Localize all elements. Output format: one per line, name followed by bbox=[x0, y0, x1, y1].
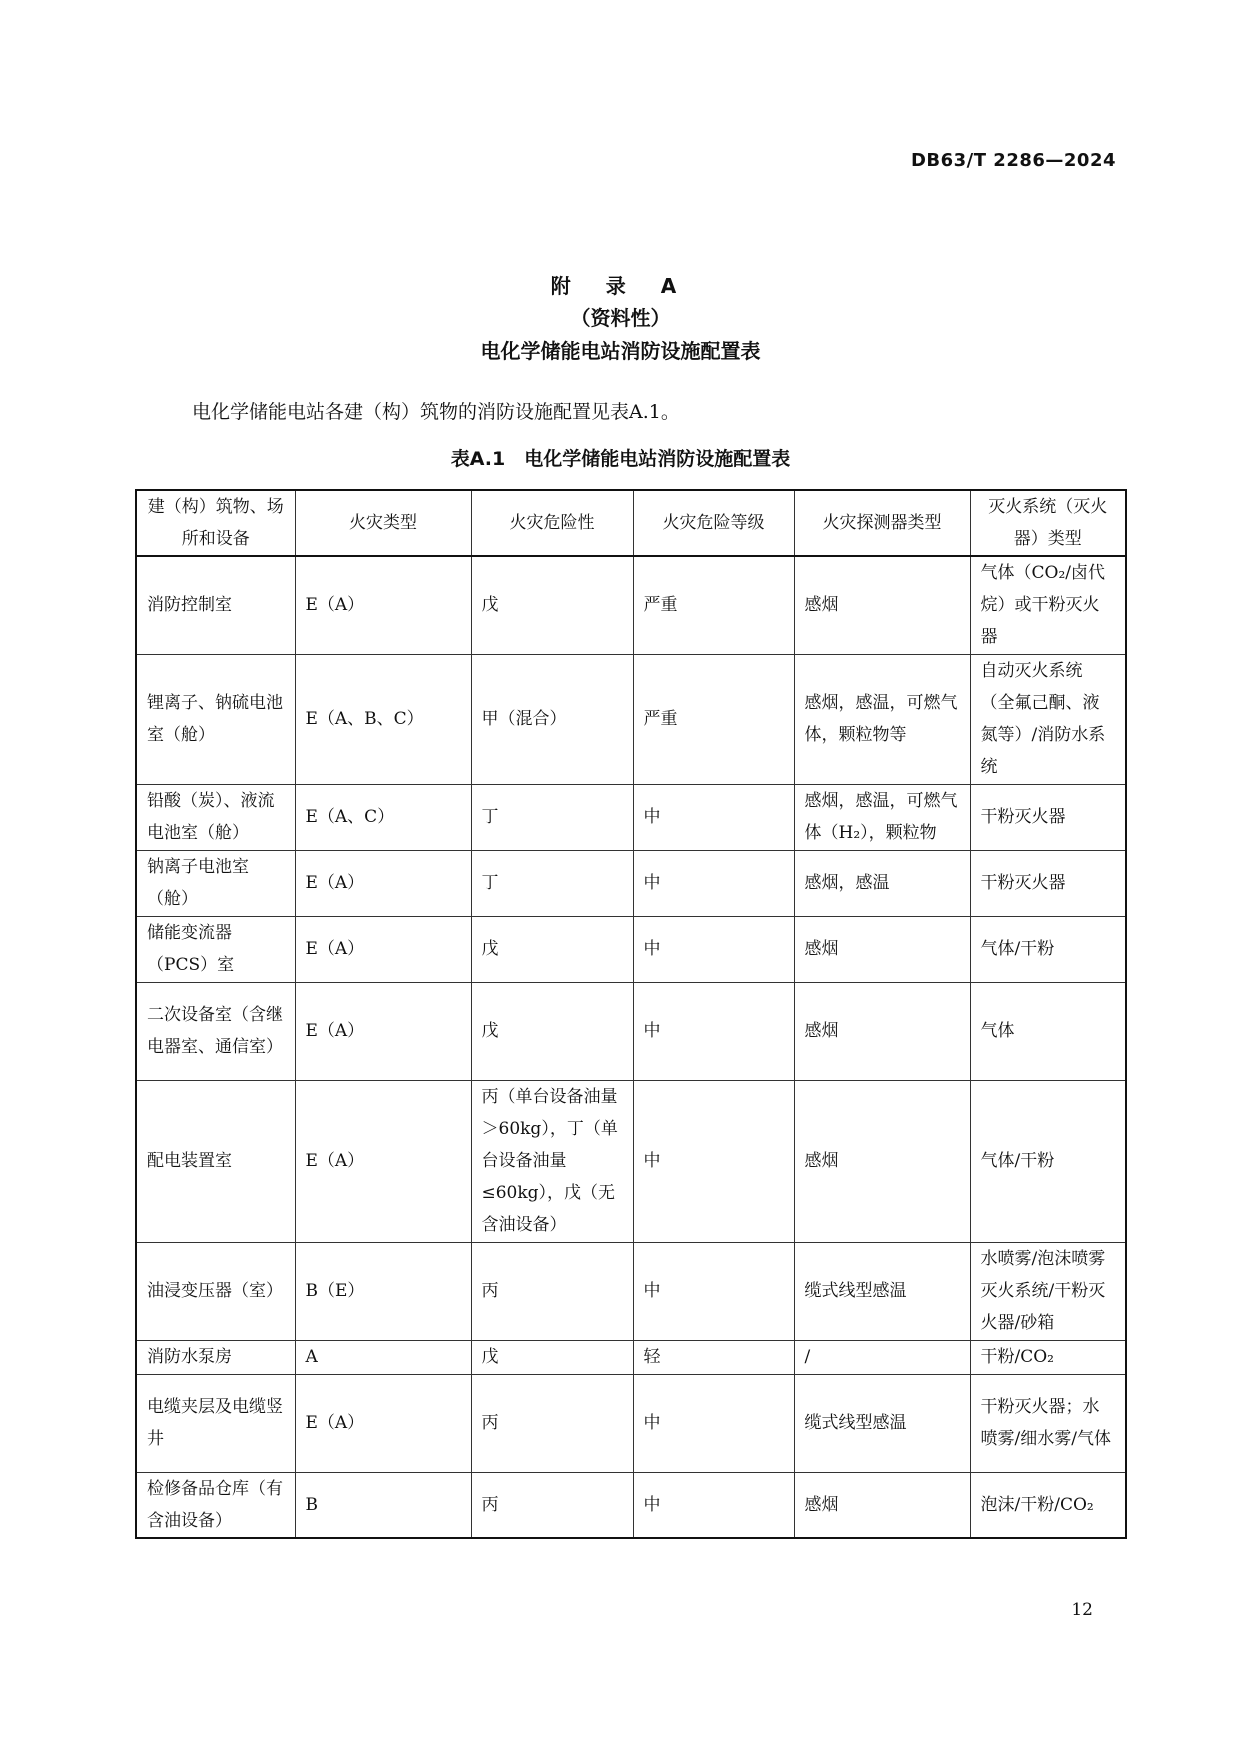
cell-system: 水喷雾/泡沫喷雾灭火系统/干粉灭火器/砂箱 bbox=[970, 1242, 1126, 1340]
fire-facility-table bbox=[135, 489, 1127, 1539]
cell-hazard: 甲（混合） bbox=[471, 654, 633, 784]
cell-place: 消防水泵房 bbox=[136, 1340, 295, 1374]
cell-fire-type: E（A、C） bbox=[295, 784, 471, 850]
cell-level: 中 bbox=[633, 1374, 794, 1472]
cell-system: 泡沫/干粉/CO₂ bbox=[970, 1472, 1126, 1538]
table-row bbox=[136, 1242, 1126, 1340]
cell-detector: 缆式线型感温 bbox=[794, 1242, 970, 1340]
cell-hazard: 戊 bbox=[471, 982, 633, 1080]
cell-level: 中 bbox=[633, 850, 794, 916]
table-row bbox=[136, 784, 1126, 850]
cell-place: 二次设备室（含继电器室、通信室） bbox=[136, 982, 295, 1080]
cell-fire-type: E（A） bbox=[295, 1374, 471, 1472]
table-row bbox=[136, 1472, 1126, 1538]
cell-place: 检修备品仓库（有含油设备） bbox=[136, 1472, 295, 1538]
cell-place: 钠离子电池室（舱） bbox=[136, 850, 295, 916]
table-row bbox=[136, 1080, 1126, 1242]
cell-detector: 感烟 bbox=[794, 916, 970, 982]
cell-level: 中 bbox=[633, 982, 794, 1080]
cell-fire-type: E（A） bbox=[295, 556, 471, 654]
cell-hazard: 丁 bbox=[471, 850, 633, 916]
cell-hazard: 戊 bbox=[471, 1340, 633, 1374]
cell-detector: 感烟，感温，可燃气体，颗粒物等 bbox=[794, 654, 970, 784]
table-row bbox=[136, 654, 1126, 784]
cell-system: 气体 bbox=[970, 982, 1126, 1080]
column-header-system: 灭火系统（灭火器）类型 bbox=[970, 490, 1126, 556]
cell-system: 气体/干粉 bbox=[970, 916, 1126, 982]
cell-hazard: 丙 bbox=[471, 1242, 633, 1340]
cell-system: 干粉/CO₂ bbox=[970, 1340, 1126, 1374]
cell-place: 油浸变压器（室） bbox=[136, 1242, 295, 1340]
column-header-place: 建（构）筑物、场所和设备 bbox=[136, 490, 295, 556]
cell-system: 干粉灭火器 bbox=[970, 784, 1126, 850]
appendix-nature: （资料性） bbox=[570, 306, 671, 330]
cell-detector: 感烟 bbox=[794, 982, 970, 1080]
cell-detector: 感烟，感温，可燃气体（H₂），颗粒物 bbox=[794, 784, 970, 850]
cell-hazard: 丙（单台设备油量＞60kg），丁（单台设备油量≤60kg），戊（无含油设备） bbox=[471, 1080, 633, 1242]
cell-place: 储能变流器（PCS）室 bbox=[136, 916, 295, 982]
cell-detector: 感烟，感温 bbox=[794, 850, 970, 916]
cell-level: 中 bbox=[633, 784, 794, 850]
intro-paragraph: 电化学储能电站各建（构）筑物的消防设施配置见表A.1。 bbox=[192, 401, 680, 423]
table-header-row bbox=[136, 490, 1126, 556]
cell-hazard: 戊 bbox=[471, 916, 633, 982]
standard-code: DB63/T 2286—2024 bbox=[910, 150, 1116, 171]
page-number: 12 bbox=[1071, 1600, 1093, 1620]
column-header-level: 火灾危险等级 bbox=[633, 490, 794, 556]
cell-fire-type: B（E） bbox=[295, 1242, 471, 1340]
cell-level: 中 bbox=[633, 1242, 794, 1340]
table-caption: 表A.1 电化学储能电站消防设施配置表 bbox=[450, 448, 791, 470]
table-row bbox=[136, 916, 1126, 982]
appendix-name: 电化学储能电站消防设施配置表 bbox=[480, 339, 761, 363]
cell-detector: 缆式线型感温 bbox=[794, 1374, 970, 1472]
cell-system: 气体（CO₂/卤代烷）或干粉灭火器 bbox=[970, 556, 1126, 654]
cell-fire-type: E（A） bbox=[295, 1080, 471, 1242]
cell-system: 气体/干粉 bbox=[970, 1080, 1126, 1242]
cell-place: 锂离子、钠硫电池室（舱） bbox=[136, 654, 295, 784]
cell-hazard: 丙 bbox=[471, 1472, 633, 1538]
cell-level: 中 bbox=[633, 1080, 794, 1242]
cell-detector: 感烟 bbox=[794, 1080, 970, 1242]
cell-level: 中 bbox=[633, 916, 794, 982]
cell-place: 消防控制室 bbox=[136, 556, 295, 654]
cell-place: 铅酸（炭）、液流电池室（舱） bbox=[136, 784, 295, 850]
appendix-title: 附 录 A bbox=[550, 274, 691, 298]
column-header-hazard: 火灾危险性 bbox=[471, 490, 633, 556]
table-row bbox=[136, 1374, 1126, 1472]
cell-level: 中 bbox=[633, 1472, 794, 1538]
cell-place: 配电装置室 bbox=[136, 1080, 295, 1242]
column-header-detector: 火灾探测器类型 bbox=[794, 490, 970, 556]
cell-system: 自动灭火系统（全氟己酮、液氮等）/消防水系统 bbox=[970, 654, 1126, 784]
cell-fire-type: E（A） bbox=[295, 850, 471, 916]
table-row bbox=[136, 850, 1126, 916]
cell-level: 轻 bbox=[633, 1340, 794, 1374]
cell-system: 干粉灭火器；水喷雾/细水雾/气体 bbox=[970, 1374, 1126, 1472]
cell-hazard: 丁 bbox=[471, 784, 633, 850]
cell-fire-type: E（A、B、C） bbox=[295, 654, 471, 784]
cell-system: 干粉灭火器 bbox=[970, 850, 1126, 916]
table-row bbox=[136, 1340, 1126, 1374]
cell-fire-type: B bbox=[295, 1472, 471, 1538]
cell-level: 严重 bbox=[633, 556, 794, 654]
cell-fire-type: E（A） bbox=[295, 916, 471, 982]
column-header-fire-type: 火灾类型 bbox=[295, 490, 471, 556]
cell-hazard: 戊 bbox=[471, 556, 633, 654]
cell-detector: 感烟 bbox=[794, 1472, 970, 1538]
cell-hazard: 丙 bbox=[471, 1374, 633, 1472]
cell-fire-type: A bbox=[295, 1340, 471, 1374]
cell-fire-type: E（A） bbox=[295, 982, 471, 1080]
table-row bbox=[136, 556, 1126, 654]
cell-detector: / bbox=[794, 1340, 970, 1374]
cell-place: 电缆夹层及电缆竖井 bbox=[136, 1374, 295, 1472]
cell-level: 严重 bbox=[633, 654, 794, 784]
cell-detector: 感烟 bbox=[794, 556, 970, 654]
table-row bbox=[136, 982, 1126, 1080]
